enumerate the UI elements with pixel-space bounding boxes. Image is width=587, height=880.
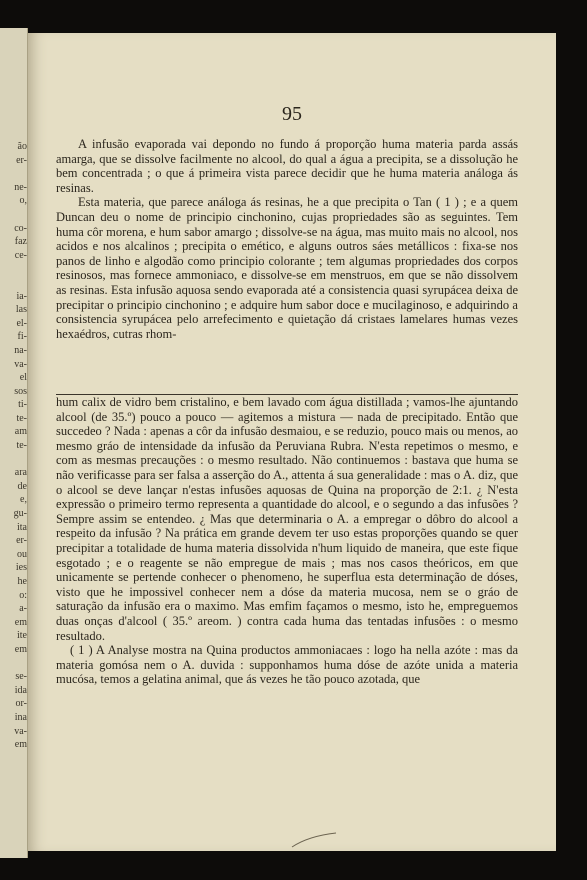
- facing-page-edge: [0, 28, 28, 858]
- pen-mark: [290, 831, 338, 851]
- main-text: [56, 137, 518, 341]
- paragraph: A infusão evaporada vai depondo no fundo á proporção huma materia parda assás amarga, que se dissolve facilmente no alcool, do qual a água a precipita, se a dissolução he bem concentrada ; o que á primeira vista parece decidir que he huma materia análoga ás resinas.: [56, 137, 518, 195]
- facing-page-text: ão er- ne- o, co- faz ce- ia- las el- fi- na- va- el sos ti- te- am te- ara de e, gu- ita er- ou ies he o: a- em ite em se- ida or- ina va- em: [13, 141, 27, 751]
- page-number: 95: [282, 103, 302, 125]
- footnote: ( 1 ) A Analyse mostra na Quina productos ammoniacaes : logo ha nella azóte : mas da materia gomósa nem o A. duvida : supponhamos huma dóse de azóte unida a materia mucósa, temos a gelatina animal, que ás vezes he tão pouco azotada, que: [56, 643, 518, 687]
- paragraph: Esta materia, que parece análoga ás resinas, he a que precipita o Tan ( 1 ) ; e a quem Duncan deu o nome de principio cinchonino, cujas propriedades são as seguintes. Tem huma côr morena, e hum sabor amargo ; dissolve-se na água, mas muito mais no alcool, nos acidos e nos alcalinos ; precipita o emético, e alguns outros sáes metállicos : fixa-se nos panos de linho e algodão como principio colorante ; tem algumas propriedades dos corpos resinosos, mas fornece ammoniaco, e dissolve-se em menstruos, em que se não dissolvem as resinas. Esta infusão aquosa sendo evaporada até a consistencia quasi syrupácea deixa de precipitar o principio cinchonino ; e adquire hum sabor doce e mucilaginoso, e adquirindo a consistencia syrupácea pelo arrefecimento e quietação dá cristaes lamelares humas vezes hexaédros, cutras rhom-: [56, 195, 518, 341]
- continued-text: [56, 395, 518, 687]
- book-page: [28, 33, 556, 851]
- paragraph: hum calix de vidro bem cristalino, e bem lavado com água distillada ; vamos-lhe ajuntando alcool (de 35.º) pouco a pouco — agitemos a mistura — nada de precipitado. Então que succedeo ? Nada : apenas a côr da infusão desmaiou, e se reduzio, pouco mais ou menos, ao mesmo gráo de intensidade da infusão da Peruviana Rubra. N'esta repetimos o mesmo, e com as mesmas precauções : o mesmo resultado. Não continuemos : bastava que huma se não verificasse para ser falsa a asserção do A., attenta á sua generalidade : mas o A. diz, que o alcool se deve lançar n'estas infusões aquosas de Quina na proporção de 2:1. ¿ N'esta expressão o primeiro termo representa a quantidade do alcool, e o segundo a das infusões ? Sempre assim se entendeo. ¿ Mas que determinaria o A. a empregar o dôbro do alcool a respeito da infusão ? Na prática em grande devem ter uso estas proporções quando se quer precipitar a totalidade de huma materia dissolvida n'hum liquido de maneira, que este fique esgotado ; e o reagente se não empregue de mais ; mas nos casos theóricos, em que unicamente se pertende conhecer o phenomeno, he superflua esta determinação de dóses, visto que he impossivel conhecer nem a dóse da materia mucosa, nem se o gráo de saturação da infusão era o maximo. Mas emfim façamos o mesmo, isto he, empreguemos duas onças d'alcool ( 35.º areom. ) contra cada huma das tentadas infusões : o mesmo resultado.: [56, 395, 518, 643]
